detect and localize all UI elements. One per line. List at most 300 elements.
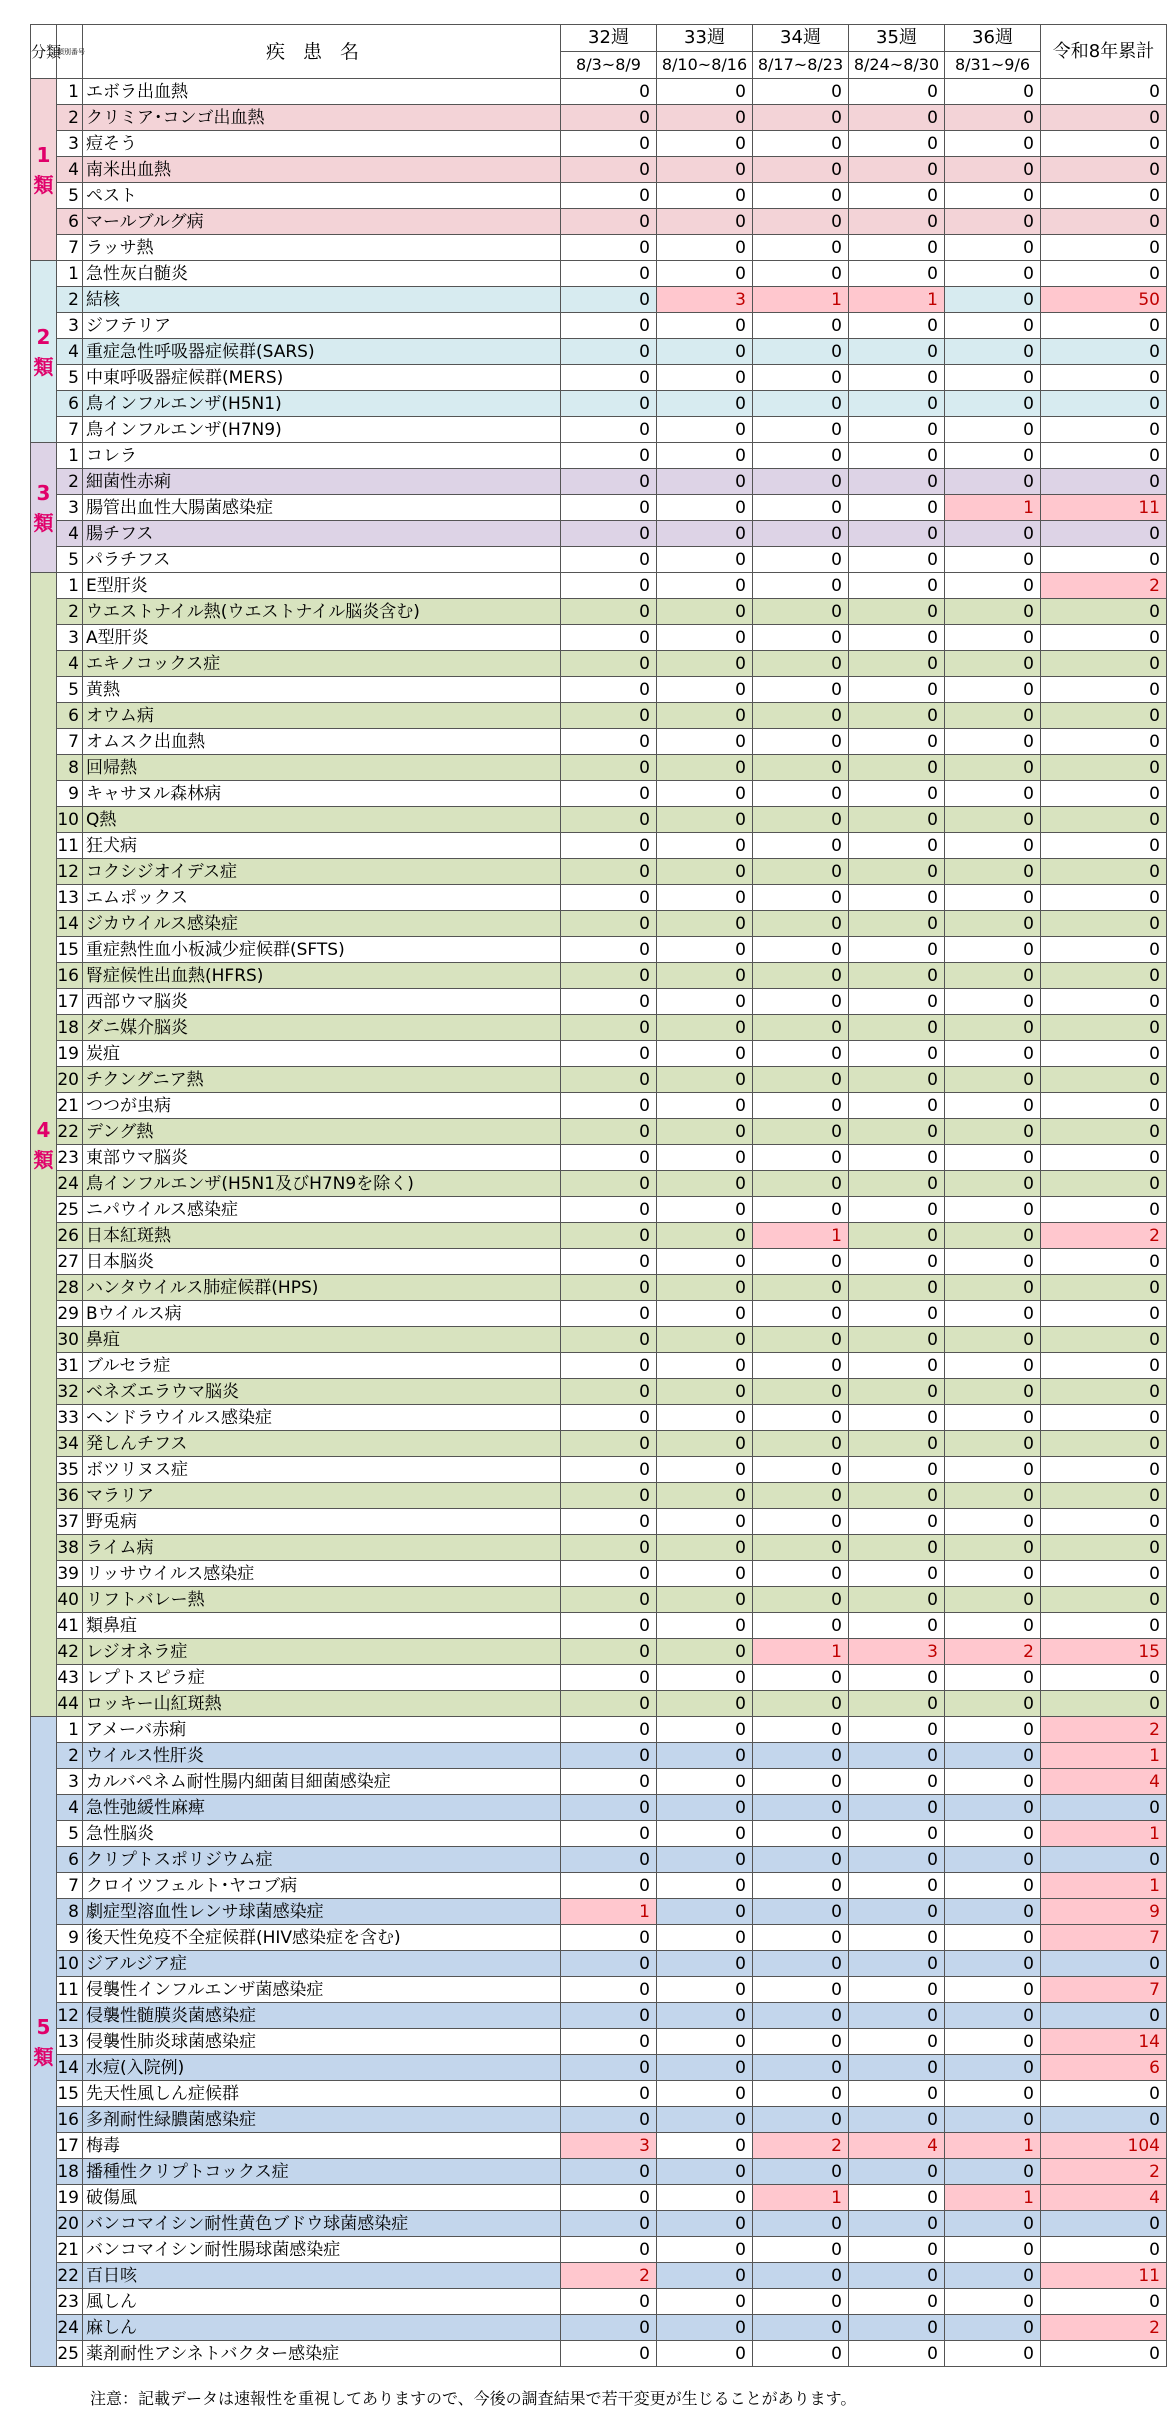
cumulative-total: 0 (1041, 651, 1167, 677)
cumulative-total: 0 (1041, 963, 1167, 989)
row-number: 3 (57, 495, 83, 521)
weekly-count: 0 (561, 1431, 657, 1457)
row-number: 4 (57, 1795, 83, 1821)
cumulative-total: 7 (1041, 1925, 1167, 1951)
weekly-count: 0 (561, 1405, 657, 1431)
weekly-count: 0 (561, 1327, 657, 1353)
disease-name: 急性脳炎 (83, 1821, 561, 1847)
week-label-header: 33週 (657, 25, 753, 52)
disease-name: リフトバレー熱 (83, 1587, 561, 1613)
weekly-count: 0 (945, 1977, 1041, 2003)
disease-name: 野兎病 (83, 1509, 561, 1535)
table-row (31, 651, 1167, 677)
cumulative-total: 0 (1041, 469, 1167, 495)
category-label-text: 5 類 (33, 2014, 54, 2069)
weekly-count: 0 (849, 2029, 945, 2055)
weekly-count: 0 (657, 521, 753, 547)
disease-name: チクングニア熱 (83, 1067, 561, 1093)
row-number: 44 (57, 1691, 83, 1717)
table-row (31, 2211, 1167, 2237)
weekly-count: 0 (561, 1093, 657, 1119)
row-number: 14 (57, 911, 83, 937)
weekly-count: 0 (753, 365, 849, 391)
weekly-count: 0 (945, 365, 1041, 391)
cumulative-total: 0 (1041, 339, 1167, 365)
weekly-count: 0 (945, 2003, 1041, 2029)
cumulative-total: 1 (1041, 1743, 1167, 1769)
weekly-count: 0 (753, 79, 849, 105)
weekly-count: 0 (753, 1561, 849, 1587)
row-number: 1 (57, 261, 83, 287)
week-label-header: 35週 (849, 25, 945, 52)
table-row (31, 547, 1167, 573)
weekly-count: 0 (945, 261, 1041, 287)
table-row (31, 729, 1167, 755)
cumulative-total: 0 (1041, 443, 1167, 469)
weekly-count: 0 (849, 703, 945, 729)
row-number: 27 (57, 1249, 83, 1275)
weekly-count: 0 (657, 963, 753, 989)
cumulative-total: 0 (1041, 1015, 1167, 1041)
table-row (31, 469, 1167, 495)
weekly-count: 0 (945, 1119, 1041, 1145)
weekly-count: 0 (657, 2003, 753, 2029)
weekly-count: 0 (945, 2315, 1041, 2341)
cumulative-total: 0 (1041, 183, 1167, 209)
weekly-count: 0 (945, 1249, 1041, 1275)
weekly-count: 0 (753, 1041, 849, 1067)
weekly-count: 0 (753, 1197, 849, 1223)
weekly-count: 1 (753, 1639, 849, 1665)
table-row (31, 1119, 1167, 1145)
weekly-count: 0 (945, 1769, 1041, 1795)
table-row (31, 2029, 1167, 2055)
row-number: 17 (57, 2133, 83, 2159)
weekly-count: 0 (849, 963, 945, 989)
table-row (31, 261, 1167, 287)
weekly-count: 0 (753, 157, 849, 183)
weekly-count: 0 (945, 1717, 1041, 1743)
disease-name: 狂犬病 (83, 833, 561, 859)
disease-name: ダニ媒介脳炎 (83, 1015, 561, 1041)
weekly-count: 0 (657, 1509, 753, 1535)
table-row (31, 2315, 1167, 2341)
disease-name: ペスト (83, 183, 561, 209)
table-row (31, 937, 1167, 963)
weekly-count: 1 (753, 1223, 849, 1249)
weekly-count: 0 (657, 1899, 753, 1925)
table-row (31, 521, 1167, 547)
cumulative-total: 0 (1041, 365, 1167, 391)
weekly-count: 0 (753, 1457, 849, 1483)
weekly-count: 0 (849, 1665, 945, 1691)
cumulative-total: 0 (1041, 1093, 1167, 1119)
disease-name: 炭疽 (83, 1041, 561, 1067)
disease-name: 痘そう (83, 131, 561, 157)
cumulative-total: 2 (1041, 1717, 1167, 1743)
weekly-count: 2 (561, 2263, 657, 2289)
weekly-count: 0 (657, 1197, 753, 1223)
weekly-count: 0 (657, 703, 753, 729)
weekly-count: 0 (849, 1821, 945, 1847)
weekly-count: 0 (657, 1483, 753, 1509)
weekly-count: 2 (753, 2133, 849, 2159)
weekly-count: 0 (945, 2341, 1041, 2367)
weekly-count: 0 (657, 807, 753, 833)
table-row (31, 1353, 1167, 1379)
weekly-count: 0 (561, 703, 657, 729)
row-number: 3 (57, 625, 83, 651)
weekly-count: 0 (849, 339, 945, 365)
weekly-count: 0 (561, 2055, 657, 2081)
cumulative-total: 0 (1041, 79, 1167, 105)
weekly-count: 0 (849, 1899, 945, 1925)
weekly-count: 4 (849, 2133, 945, 2159)
weekly-count: 0 (657, 495, 753, 521)
weekly-count: 0 (849, 989, 945, 1015)
table-row (31, 1431, 1167, 1457)
row-number: 3 (57, 1769, 83, 1795)
cumulative-total: 6 (1041, 2055, 1167, 2081)
weekly-count: 0 (945, 1613, 1041, 1639)
disease-name: 百日咳 (83, 2263, 561, 2289)
table-row (31, 989, 1167, 1015)
weekly-count: 0 (849, 2315, 945, 2341)
cumulative-total: 0 (1041, 1405, 1167, 1431)
disease-name: オウム病 (83, 703, 561, 729)
table-row (31, 1509, 1167, 1535)
weekly-count: 0 (753, 547, 849, 573)
weekly-count: 0 (849, 521, 945, 547)
row-number: 26 (57, 1223, 83, 1249)
weekly-count: 0 (945, 651, 1041, 677)
weekly-count: 0 (561, 1873, 657, 1899)
weekly-count: 0 (657, 2315, 753, 2341)
table-row (31, 1873, 1167, 1899)
weekly-count: 0 (945, 1847, 1041, 1873)
category-label (31, 79, 57, 261)
weekly-count: 0 (561, 1353, 657, 1379)
weekly-count: 0 (561, 443, 657, 469)
cumulative-total: 0 (1041, 1171, 1167, 1197)
table-row (31, 105, 1167, 131)
row-number: 5 (57, 677, 83, 703)
table-row (31, 1301, 1167, 1327)
weekly-count: 0 (945, 1691, 1041, 1717)
weekly-count: 0 (753, 261, 849, 287)
weekly-count: 0 (561, 1977, 657, 2003)
weekly-count: 0 (657, 2263, 753, 2289)
disease-name: 腸管出血性大腸菌感染症 (83, 495, 561, 521)
row-number: 6 (57, 703, 83, 729)
weekly-count: 0 (657, 2185, 753, 2211)
table-row (31, 573, 1167, 599)
weekly-count: 0 (849, 469, 945, 495)
weekly-count: 0 (849, 1561, 945, 1587)
weekly-count: 0 (753, 781, 849, 807)
row-number: 2 (57, 1743, 83, 1769)
week-range-header: 8/31~9/6 (945, 52, 1041, 79)
weekly-count: 0 (657, 547, 753, 573)
weekly-count: 0 (849, 235, 945, 261)
weekly-count: 0 (561, 859, 657, 885)
category-label (31, 261, 57, 443)
weekly-count: 0 (849, 599, 945, 625)
disease-name: クロイツフェルト･ヤコブ病 (83, 1873, 561, 1899)
row-number: 40 (57, 1587, 83, 1613)
weekly-count: 0 (849, 209, 945, 235)
weekly-count: 0 (657, 625, 753, 651)
weekly-count: 0 (753, 1509, 849, 1535)
row-number: 3 (57, 313, 83, 339)
weekly-count: 0 (561, 599, 657, 625)
weekly-count: 0 (657, 1535, 753, 1561)
row-number: 43 (57, 1665, 83, 1691)
row-number: 28 (57, 1275, 83, 1301)
cumulative-total: 0 (1041, 1587, 1167, 1613)
disease-name: 多剤耐性緑膿菌感染症 (83, 2107, 561, 2133)
weekly-count: 0 (945, 2237, 1041, 2263)
weekly-count: 0 (849, 1769, 945, 1795)
weekly-count: 0 (753, 859, 849, 885)
table-row (31, 1197, 1167, 1223)
weekly-count: 0 (945, 1301, 1041, 1327)
cumulative-total: 0 (1041, 131, 1167, 157)
weekly-count: 0 (657, 833, 753, 859)
weekly-count: 0 (657, 2055, 753, 2081)
weekly-count: 0 (945, 313, 1041, 339)
cumulative-total: 0 (1041, 807, 1167, 833)
weekly-count: 0 (657, 157, 753, 183)
weekly-count: 0 (945, 1145, 1041, 1171)
weekly-count: 0 (753, 495, 849, 521)
weekly-count: 0 (657, 1665, 753, 1691)
weekly-count: 0 (561, 495, 657, 521)
weekly-count: 0 (657, 1301, 753, 1327)
weekly-count: 0 (945, 183, 1041, 209)
weekly-count: 0 (849, 261, 945, 287)
weekly-count: 0 (657, 1743, 753, 1769)
row-number: 10 (57, 1951, 83, 1977)
disease-name: マールブルグ病 (83, 209, 561, 235)
number-header: 類別番号 (57, 25, 83, 79)
weekly-count: 0 (945, 937, 1041, 963)
weekly-count: 0 (753, 417, 849, 443)
weekly-count: 0 (945, 105, 1041, 131)
weekly-count: 0 (657, 911, 753, 937)
weekly-count: 0 (561, 469, 657, 495)
table-row (31, 1093, 1167, 1119)
weekly-count: 0 (945, 131, 1041, 157)
weekly-count: 0 (945, 1197, 1041, 1223)
weekly-count: 0 (849, 1795, 945, 1821)
cumulative-total: 11 (1041, 495, 1167, 521)
cumulative-total: 0 (1041, 1041, 1167, 1067)
row-number: 13 (57, 885, 83, 911)
weekly-count: 0 (657, 1977, 753, 2003)
weekly-count: 0 (849, 1093, 945, 1119)
weekly-count: 0 (561, 1821, 657, 1847)
weekly-count: 0 (657, 2081, 753, 2107)
weekly-count: 0 (657, 131, 753, 157)
weekly-count: 0 (849, 1717, 945, 1743)
weekly-count: 0 (561, 417, 657, 443)
table-row (31, 625, 1167, 651)
table-row (31, 1041, 1167, 1067)
disease-name: 播種性クリプトコックス症 (83, 2159, 561, 2185)
cumulative-total: 0 (1041, 911, 1167, 937)
weekly-count: 0 (849, 1509, 945, 1535)
weekly-count: 0 (849, 1015, 945, 1041)
weekly-count: 0 (657, 1041, 753, 1067)
weekly-count: 0 (945, 1743, 1041, 1769)
weekly-count: 0 (849, 1405, 945, 1431)
row-number: 18 (57, 2159, 83, 2185)
weekly-count: 0 (849, 417, 945, 443)
disease-name: Bウイルス病 (83, 1301, 561, 1327)
week-range-header: 8/3~8/9 (561, 52, 657, 79)
cumulative-total: 0 (1041, 703, 1167, 729)
disease-name: ベネズエラウマ脳炎 (83, 1379, 561, 1405)
cumulative-total: 0 (1041, 1509, 1167, 1535)
cumulative-total: 0 (1041, 1535, 1167, 1561)
row-number: 8 (57, 755, 83, 781)
disease-name: ヘンドラウイルス感染症 (83, 1405, 561, 1431)
table-row (31, 807, 1167, 833)
weekly-count: 0 (561, 339, 657, 365)
weekly-count: 0 (753, 807, 849, 833)
weekly-count: 0 (945, 1223, 1041, 1249)
table-row (31, 2185, 1167, 2211)
row-number: 30 (57, 1327, 83, 1353)
disease-name: 鳥インフルエンザ(H5N1及びH7N9を除く) (83, 1171, 561, 1197)
disease-name: 薬剤耐性アシネトバクター感染症 (83, 2341, 561, 2367)
weekly-count: 0 (657, 989, 753, 1015)
category-label-text: 2 類 (33, 324, 54, 379)
weekly-count: 0 (849, 1249, 945, 1275)
cumulative-total: 0 (1041, 2237, 1167, 2263)
weekly-count: 0 (945, 1561, 1041, 1587)
weekly-count: 0 (945, 2159, 1041, 2185)
cumulative-total: 0 (1041, 547, 1167, 573)
weekly-count: 0 (849, 105, 945, 131)
weekly-count: 1 (753, 287, 849, 313)
weekly-count: 0 (945, 2211, 1041, 2237)
category-label-text: 3 類 (33, 480, 54, 535)
weekly-count: 0 (561, 1015, 657, 1041)
row-number: 19 (57, 2185, 83, 2211)
weekly-count: 0 (945, 781, 1041, 807)
weekly-count: 0 (945, 729, 1041, 755)
weekly-count: 0 (657, 1821, 753, 1847)
cumulative-total: 0 (1041, 521, 1167, 547)
disease-name: 回帰熱 (83, 755, 561, 781)
weekly-count: 0 (849, 1457, 945, 1483)
weekly-count: 0 (945, 2107, 1041, 2133)
weekly-count: 0 (753, 703, 849, 729)
weekly-count: 0 (753, 1067, 849, 1093)
weekly-count: 0 (753, 1093, 849, 1119)
weekly-count: 2 (945, 1639, 1041, 1665)
weekly-count: 0 (849, 1353, 945, 1379)
weekly-count: 0 (753, 2289, 849, 2315)
table-row (31, 833, 1167, 859)
weekly-count: 0 (657, 755, 753, 781)
disease-name: 水痘(入院例) (83, 2055, 561, 2081)
category-label (31, 443, 57, 573)
row-number: 3 (57, 131, 83, 157)
row-number: 6 (57, 391, 83, 417)
row-number: 22 (57, 1119, 83, 1145)
row-number: 9 (57, 1925, 83, 1951)
cumulative-total: 0 (1041, 859, 1167, 885)
weekly-count: 0 (657, 235, 753, 261)
table-row (31, 1639, 1167, 1665)
weekly-count: 0 (849, 443, 945, 469)
row-number: 6 (57, 1847, 83, 1873)
table-row (31, 885, 1167, 911)
weekly-count: 0 (753, 1483, 849, 1509)
weekly-count: 0 (849, 1743, 945, 1769)
weekly-count: 0 (561, 833, 657, 859)
row-number: 24 (57, 2315, 83, 2341)
disease-name: E型肝炎 (83, 573, 561, 599)
weekly-count: 0 (561, 2341, 657, 2367)
weekly-count: 0 (753, 443, 849, 469)
weekly-count: 0 (561, 573, 657, 599)
weekly-count: 0 (849, 2289, 945, 2315)
disease-name: A型肝炎 (83, 625, 561, 651)
weekly-count: 0 (657, 1327, 753, 1353)
weekly-count: 0 (849, 1301, 945, 1327)
disease-name: 梅毒 (83, 2133, 561, 2159)
weekly-count: 0 (561, 2159, 657, 2185)
weekly-count: 1 (945, 2133, 1041, 2159)
cumulative-total: 1 (1041, 1873, 1167, 1899)
weekly-count: 0 (945, 287, 1041, 313)
disease-name: 中東呼吸器症候群(MERS) (83, 365, 561, 391)
disease-name: つつが虫病 (83, 1093, 561, 1119)
weekly-count: 0 (561, 391, 657, 417)
weekly-count: 0 (657, 677, 753, 703)
weekly-count: 0 (753, 937, 849, 963)
row-number: 42 (57, 1639, 83, 1665)
row-number: 18 (57, 1015, 83, 1041)
weekly-count: 0 (753, 1353, 849, 1379)
weekly-count: 0 (849, 1171, 945, 1197)
weekly-count: 0 (849, 1977, 945, 2003)
cumulative-total: 0 (1041, 1353, 1167, 1379)
weekly-count: 0 (945, 1275, 1041, 1301)
weekly-count: 0 (753, 2159, 849, 2185)
disease-name: キャサヌル森林病 (83, 781, 561, 807)
weekly-count: 0 (561, 885, 657, 911)
weekly-count: 0 (561, 2289, 657, 2315)
row-number: 1 (57, 573, 83, 599)
weekly-count: 0 (945, 547, 1041, 573)
weekly-count: 0 (849, 1275, 945, 1301)
weekly-count: 0 (657, 365, 753, 391)
weekly-count: 0 (561, 651, 657, 677)
row-number: 20 (57, 1067, 83, 1093)
weekly-count: 0 (657, 1145, 753, 1171)
weekly-count: 0 (945, 1041, 1041, 1067)
cumulative-total: 0 (1041, 729, 1167, 755)
row-number: 5 (57, 1821, 83, 1847)
weekly-count: 1 (561, 1899, 657, 1925)
weekly-count: 0 (849, 937, 945, 963)
row-number: 6 (57, 209, 83, 235)
